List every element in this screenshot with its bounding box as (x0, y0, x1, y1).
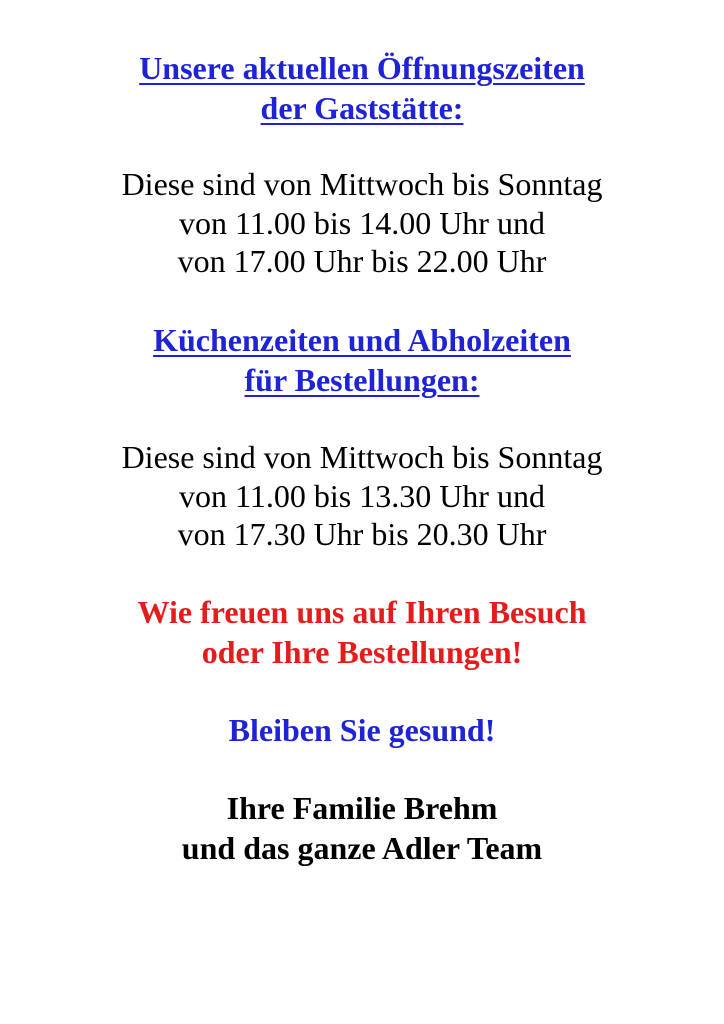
opening-hours-text (0, 165, 724, 281)
welcome-line-1: Wie freuen uns auf Ihren Besuch (137, 594, 587, 630)
kitchen-hours-heading (0, 320, 724, 400)
kitchen-hours-heading-line-2: für Bestellungen: (244, 362, 480, 398)
signature (0, 788, 724, 868)
opening-hours-heading-line-2: der Gaststätte: (260, 90, 464, 126)
opening-hours-heading (0, 48, 724, 128)
opening-hours-midday: von 11.00 bis 14.00 Uhr und (179, 204, 545, 241)
signature-line-1: Ihre Familie Brehm (226, 790, 498, 826)
kitchen-hours-text (0, 438, 724, 554)
stay-healthy-message (0, 710, 724, 750)
signature-line-2: und das ganze Adler Team (181, 830, 543, 866)
opening-hours-evening: von 17.00 Uhr bis 22.00 Uhr (177, 243, 547, 279)
kitchen-hours-midday: von 11.00 bis 13.30 Uhr und (179, 477, 545, 514)
welcome-line-2: oder Ihre Bestellungen! (201, 634, 523, 670)
kitchen-hours-heading-line-1: Küchenzeiten und Abholzeiten (153, 322, 571, 358)
kitchen-hours-evening: von 17.30 Uhr bis 20.30 Uhr (177, 516, 547, 552)
kitchen-hours-days: Diese sind von Mittwoch bis Sonntag (121, 439, 603, 475)
opening-hours-heading-line-1: Unsere aktuellen Öffnungszeiten (139, 50, 585, 86)
welcome-message (0, 592, 724, 672)
stay-healthy-line: Bleiben Sie gesund! (228, 712, 496, 748)
opening-hours-days: Diese sind von Mittwoch bis Sonntag (121, 166, 603, 202)
